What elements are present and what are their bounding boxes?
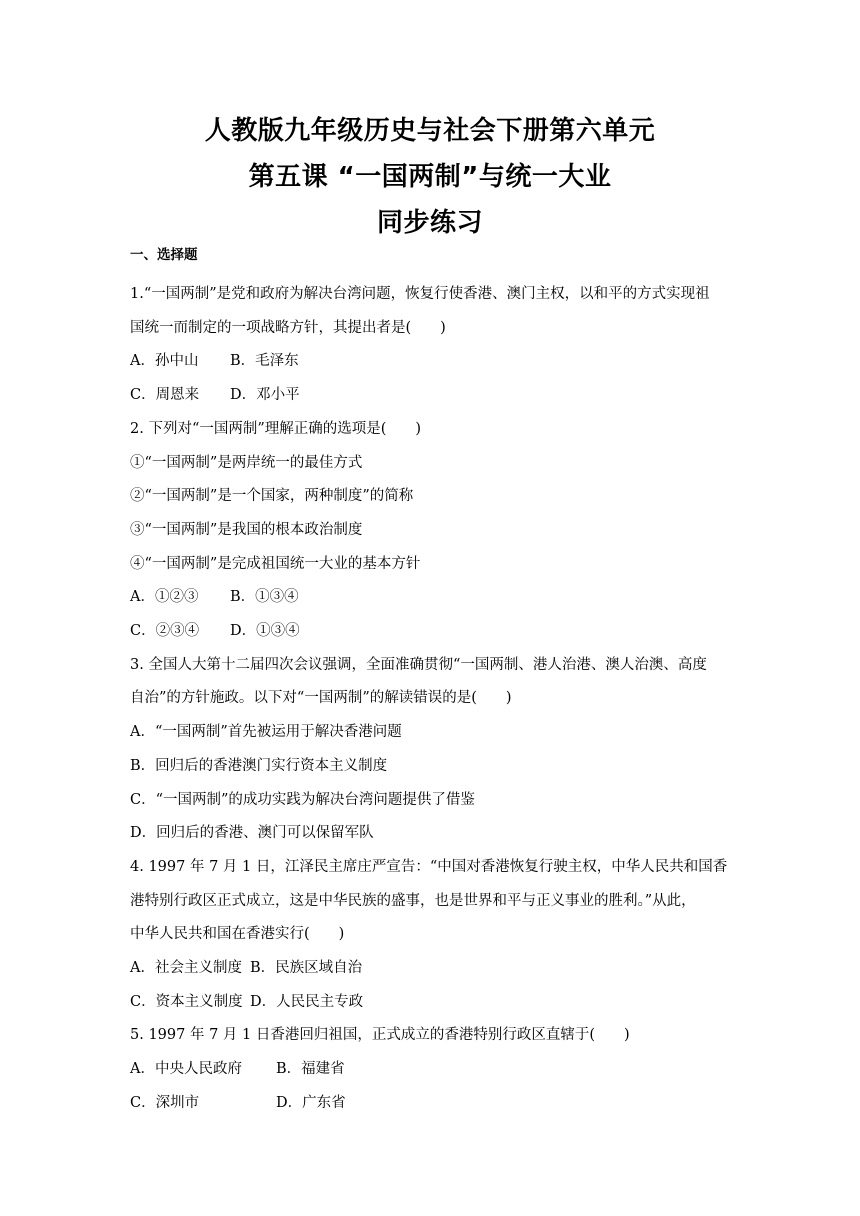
statement-item: ④“一国两制”是完成祖国统一大业的基本方针 [130, 555, 421, 572]
title-line-3: 同步练习 [376, 208, 483, 238]
option-row [130, 986, 732, 1020]
option-d: D．邓小平 [230, 387, 300, 404]
title-line-2: 第五课 “一国两制”与统一大业 [248, 162, 612, 192]
section-heading: 一、选择题 [130, 247, 198, 263]
document-body [130, 245, 732, 1121]
option-c: C．“一国两制”的成功实践为解决台湾问题提供了借鉴 [130, 791, 475, 808]
option-row [130, 345, 732, 379]
option-c: C．深圳市 [130, 1094, 200, 1111]
option-a: A．中央人民政府 [130, 1061, 242, 1078]
option-c: C．②③④ [130, 623, 200, 640]
option-b: B．①③④ [230, 589, 299, 606]
question-stem: 国统一而制定的一项战略方针，其提出者是( ) [130, 319, 446, 336]
option-d: D．回归后的香港、澳门可以保留军队 [130, 825, 374, 842]
option-b: B．毛泽东 [230, 353, 299, 370]
question-1 [130, 278, 732, 413]
question-stem: 2. 下列对“一国两制”理解正确的选项是( ) [130, 420, 422, 437]
option-b: B．福建省 [276, 1061, 345, 1078]
option-b: B．回归后的香港澳门实行资本主义制度 [130, 757, 388, 774]
question-3 [130, 649, 732, 851]
option-d: D．①③④ [230, 623, 300, 640]
document-title [0, 108, 860, 246]
question-stem: 4. 1997 年 7 月 1 日，江泽民主席庄严宣告：“中国对香港恢复行驶主权，中华人民共和国香 [130, 858, 728, 875]
question-stem: 中华人民共和国在香港实行( ) [130, 926, 345, 943]
question-stem: 3. 全国人大第十二届四次会议强调，全面准确贯彻“一国两制、港人治港、澳人治澳、高度 [130, 656, 707, 673]
option-row [130, 1053, 732, 1087]
question-stem: 自治”的方针施政。以下对“一国两制”的解读错误的是( ) [130, 690, 512, 707]
statement-item: ③“一国两制”是我国的根本政治制度 [130, 521, 363, 538]
question-stem: 5. 1997 年 7 月 1 日香港回归祖国，正式成立的香港特别行政区直辖于( ) [130, 1027, 630, 1044]
question-5 [130, 1019, 732, 1120]
option-c: C．资本主义制度 [130, 993, 243, 1010]
option-row [130, 379, 732, 413]
question-2 [130, 413, 732, 649]
statement-item: ①“一国两制”是两岸统一的最佳方式 [130, 454, 363, 471]
option-d: D．人民民主专政 [250, 993, 364, 1010]
option-row [130, 615, 732, 649]
title-line-1: 人教版九年级历史与社会下册第六单元 [204, 116, 656, 146]
option-a: A．①②③ [130, 589, 199, 606]
option-a: A．社会主义制度 [130, 960, 242, 977]
option-c: C．周恩来 [130, 387, 200, 404]
statement-item: ②“一国两制”是一个国家，两种制度”的简称 [130, 488, 414, 505]
option-row [130, 1087, 732, 1121]
option-d: D．广东省 [276, 1094, 346, 1111]
option-b: B．民族区域自治 [250, 960, 363, 977]
question-stem: 1.“一国两制”是党和政府为解决台湾问题，恢复行使香港、澳门主权，以和平的方式实现祖 [130, 286, 710, 302]
question-stem: 港特别行政区正式成立，这是中华民族的盛事，也是世界和平与正义事业的胜利。”从此， [130, 892, 696, 909]
option-row [130, 952, 732, 986]
option-a: A．孙中山 [130, 353, 199, 370]
option-row [130, 581, 732, 615]
option-a: A．“一国两制”首先被运用于解决香港问题 [130, 724, 402, 741]
question-4 [130, 851, 732, 1020]
